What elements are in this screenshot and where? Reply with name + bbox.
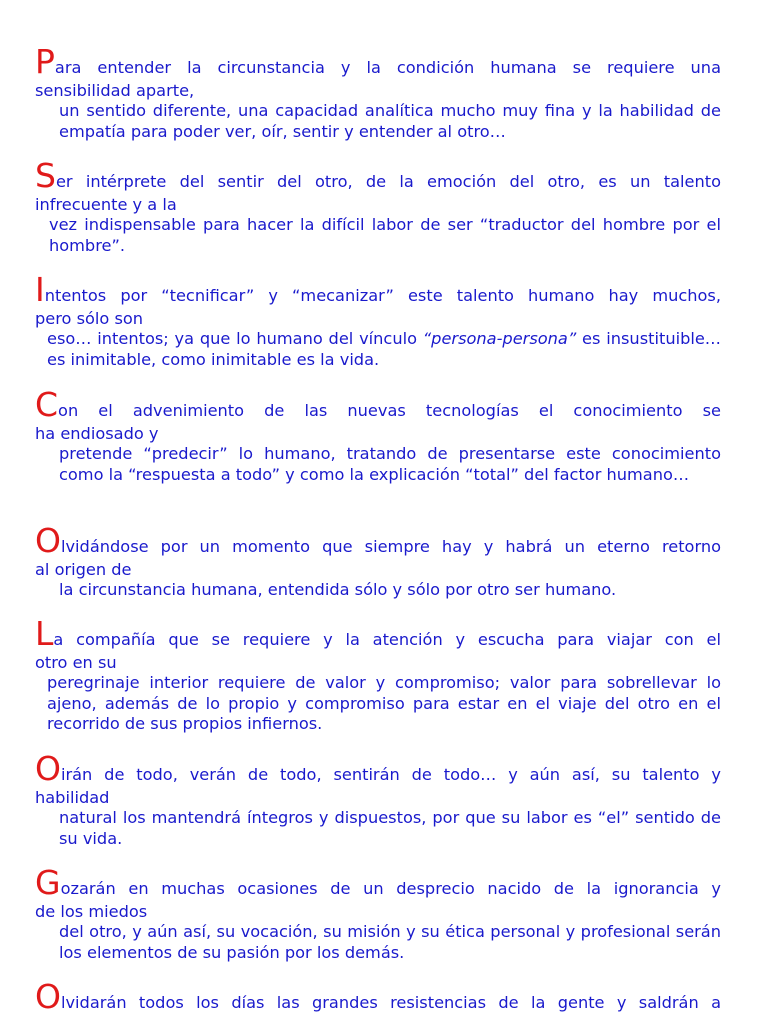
- paragraph-body: peregrinaje interior requiere de valor y compromiso; valor para sobrellevar lo ajeno, además de lo propio y compromiso para estar en el viaje del otro en el recorrido de sus propios infiernos.: [47, 673, 721, 734]
- paragraph-3: [35, 270, 721, 370]
- paragraph-body: del otro, y aún así, su vocación, su misión y su ética personal y profesional serán los elementos de su pasión por los demás.: [59, 922, 721, 962]
- body-text: es insustituible… es inimitable, como inimitable es la vida.: [47, 329, 721, 369]
- line-text: irán de todo, verán de todo, sentirán de todo… y aún así, su talento y: [60, 765, 721, 784]
- paragraph-2: [35, 156, 721, 256]
- line-text: a compañía que se requiere y la atención y escucha para viajar con el: [53, 630, 721, 649]
- initial-letter: C: [35, 385, 59, 424]
- paragraph-second-line: ha endiosado y: [35, 424, 159, 443]
- paragraph-5: [35, 521, 721, 601]
- paragraph-first-line: [35, 42, 721, 81]
- paragraph-first-line: [35, 614, 721, 653]
- paragraph-second-line: otro en su: [35, 653, 117, 672]
- paragraph-body: la circunstancia humana, entendida sólo y sólo por otro ser humano.: [59, 580, 617, 599]
- line-text: lvidándose por un momento que siempre hay y habrá un eterno retorno: [60, 537, 721, 556]
- initial-letter: O: [35, 977, 61, 1016]
- paragraph-body: natural los mantendrá íntegros y dispuestos, por que su labor es “el” sentido de su vida.: [59, 808, 721, 848]
- line-text: on el advenimiento de las nuevas tecnologías el conocimiento se: [58, 401, 721, 420]
- paragraph-second-line: al origen de: [35, 560, 132, 579]
- initial-letter: I: [35, 270, 45, 309]
- paragraph-body: un sentido diferente, una capacidad analítica mucho muy fina y la habilidad de empatía para poder ver, oír, sentir y entender al otro…: [59, 101, 721, 141]
- paragraph-9: [35, 977, 721, 1016]
- paragraph-body: pretende “predecir” lo humano, tratando de presentarse este conocimiento como la “respuesta a todo” y como la explicación “total” del factor humano…: [59, 444, 721, 484]
- paragraph-first-line: [35, 385, 721, 424]
- paragraph-body: vez indispensable para hacer la difícil labor de ser “traductor del hombre por el hombre”.: [49, 215, 721, 255]
- paragraph-first-line: [35, 156, 721, 195]
- initial-letter: P: [35, 42, 55, 81]
- paragraph-4: [35, 385, 721, 485]
- line-text: lvidarán todos los días las grandes resistencias de la gente y saldrán a: [60, 993, 721, 1012]
- paragraph-first-line: [35, 270, 721, 309]
- paragraph-7: [35, 749, 721, 849]
- paragraph-first-line: [35, 977, 721, 1016]
- emphasis-text: “persona-persona”: [422, 329, 577, 348]
- line-text: ara entender la circunstancia y la condición humana se requiere una: [54, 58, 721, 77]
- paragraph-second-line: infrecuente y a la: [35, 195, 177, 214]
- line-text: er intérprete del sentir del otro, de la emoción del otro, es un talento: [55, 172, 721, 191]
- paragraph-first-line: [35, 521, 721, 560]
- paragraph-second-line: de los miedos: [35, 902, 148, 921]
- paragraph-body: [35, 329, 721, 370]
- paragraph-8: [35, 863, 721, 963]
- paragraph-6: [35, 614, 721, 735]
- paragraph-first-line: [35, 863, 721, 902]
- body-text: eso… intentos; ya que lo humano del vínculo: [47, 329, 423, 348]
- paragraph-second-line: sensibilidad aparte,: [35, 81, 195, 100]
- initial-letter: L: [35, 614, 54, 653]
- paragraph-1: [35, 42, 721, 142]
- initial-letter: S: [35, 156, 56, 195]
- initial-letter: O: [35, 521, 61, 560]
- initial-letter: O: [35, 749, 61, 788]
- paragraph-second-line: pero sólo son: [35, 309, 144, 328]
- initial-letter: G: [35, 863, 61, 902]
- paragraph-first-line: [35, 749, 721, 788]
- line-text: ntentos por “tecnificar” y “mecanizar” este talento humano hay muchos,: [44, 286, 721, 305]
- line-text: ozarán en muchas ocasiones de un desprecio nacido de la ignorancia y: [60, 879, 721, 898]
- paragraph-second-line: habilidad: [35, 788, 110, 807]
